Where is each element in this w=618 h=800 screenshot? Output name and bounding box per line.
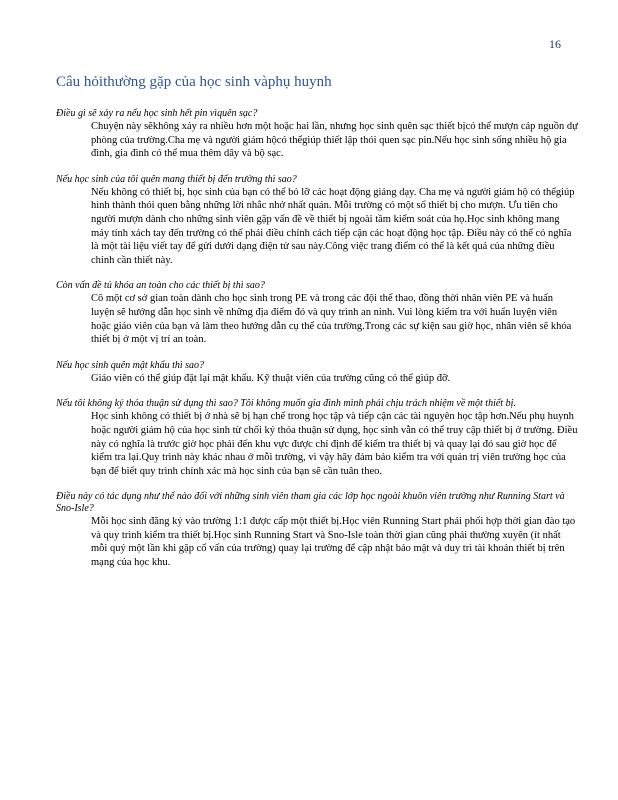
faq-question: Còn vấn đề tủ khóa an toàn cho các thiết bị thì sao? — [56, 280, 265, 292]
faq-answer: Nếu không có thiết bị, học sinh của bạn có thể bỏ lỡ các hoạt động giảng dạy. Cha mẹ và người giám hộ có thểgiúp hình thành thói quen bằng những lời nhắc nhở nhất quán. Mỗi trường có một số thiết bị cho mượn. Ưu tiên cho người mượn dành cho những sinh viên gặp vấn đề về thiết bị ngoài tầm kiểm soát của họ.Học sinh không mang máy tính xách tay đến trường có thể phải điều chỉnh cách tiếp cận các hoạt động học tập. Điều này có thể có nghĩa là một tài liệu viết tay để gửi dưới dạng điện tử sau này.Công việc trang điểm có thể là kết quả của những điều chỉnh cần thiết này. — [91, 186, 575, 266]
faq-item — [56, 491, 578, 569]
faq-answer: Cô một cơ sở gian toàn dành cho học sinh trong PE và trong các đội thể thao, đồng thời nhân viên PE và huấn luyện sẽ hướng dẫn học sinh về những địa điểm đó và quy trình an ninh. Vui lòng kiểm tra với huấn luyện viên hoặc giáo viên của bạn và làm theo hướng dẫn cụ thể của trường.Trong các sự kiện sau giờ học, nhân viên sẽ khóa thiết bị ở một vị trí an toàn. — [91, 293, 572, 346]
faq-item — [56, 174, 578, 268]
faq-answer: Học sinh không có thiết bị ở nhà sẽ bị hạn chế trong học tập và tiếp cận các tài nguyên học tập hơn.Nếu phụ huynh hoặc người giám hộ của học sinh từ chối ký thỏa thuận sử dụng, học sinh vẫn có thể truy cập thiết bị ở trường. Điều này có nghĩa là trước giờ học phải đến khu vực được chỉ định để kiểm tra thiết bị và quay lại đó sau giờ học để kiểm tra lại.Quy trình này khác nhau ở mỗi trường, vì vậy hãy đảm bảo kiểm tra với quản trị viên trường học của bạn để biết quy trình chính xác mà học sinh của bạn sẽ cần tuân theo. — [91, 411, 578, 477]
faq-question: Điều gì sẽ xảy ra nếu học sinh hết pin vìquên sạc? — [56, 108, 258, 119]
page-heading: Câu hỏithường gặp của học sinh vàphụ huynh — [56, 74, 332, 90]
faq-answer: Chuyện này sẽkhông xảy ra nhiều hơn một hoặc hai lần, nhưng học sinh quên sạc thiết bịcó thể mượn cáp nguồn dự phòng của trường.Cha mẹ và người giám hộcó thểgiúp thiết lập thói quen sạc pin.Nếu học sinh sống nhiều hộ gia đình, gia đình có thể mua thêm dây và bộ sạc. — [91, 121, 578, 160]
faq-question: Nếu học sinh của tôi quên mang thiết bị đến trường thì sao? — [56, 173, 297, 185]
page-number: 16 — [549, 37, 561, 51]
faq-question: Nếu tôi không ký thỏa thuận sử dụng thì sao? Tôi không muốn gia đình mình phải chịu trách nhiệm về một thiết bị. — [56, 398, 516, 410]
faq-answer: Giáo viên có thể giúp đặt lại mật khẩu. Kỹ thuật viên của trường cũng có thể giúp đỡ. — [91, 372, 451, 384]
faq-item — [56, 360, 578, 386]
faq-item — [56, 398, 578, 478]
faq-list — [56, 108, 578, 583]
faq-item — [56, 280, 578, 346]
faq-question: Điều này có tác dụng như thế nào đối với những sinh viên tham gia các lớp học ngoài khuôn viên trường như Running Start và Sno-Isle? — [56, 491, 565, 515]
faq-answer: Mỗi học sinh đăng ký vào trường 1:1 được cấp một thiết bị.Học viên Running Start phải phối hợp thời gian đào tạo và quy trình kiểm tra thiết bị.Học sinh Running Start và Sno-Isle toàn thời gian cũng phải thường xuyên (ít nhất mỗi quý một lần khi gặp cố vấn của trường) quay lại trường để cập nhật bảo mật và duy trì tài khoản thiết bị trên mạng của học khu. — [91, 516, 576, 569]
faq-question: Nếu học sinh quên mật khẩu thì sao? — [56, 359, 205, 371]
faq-item — [56, 108, 578, 161]
